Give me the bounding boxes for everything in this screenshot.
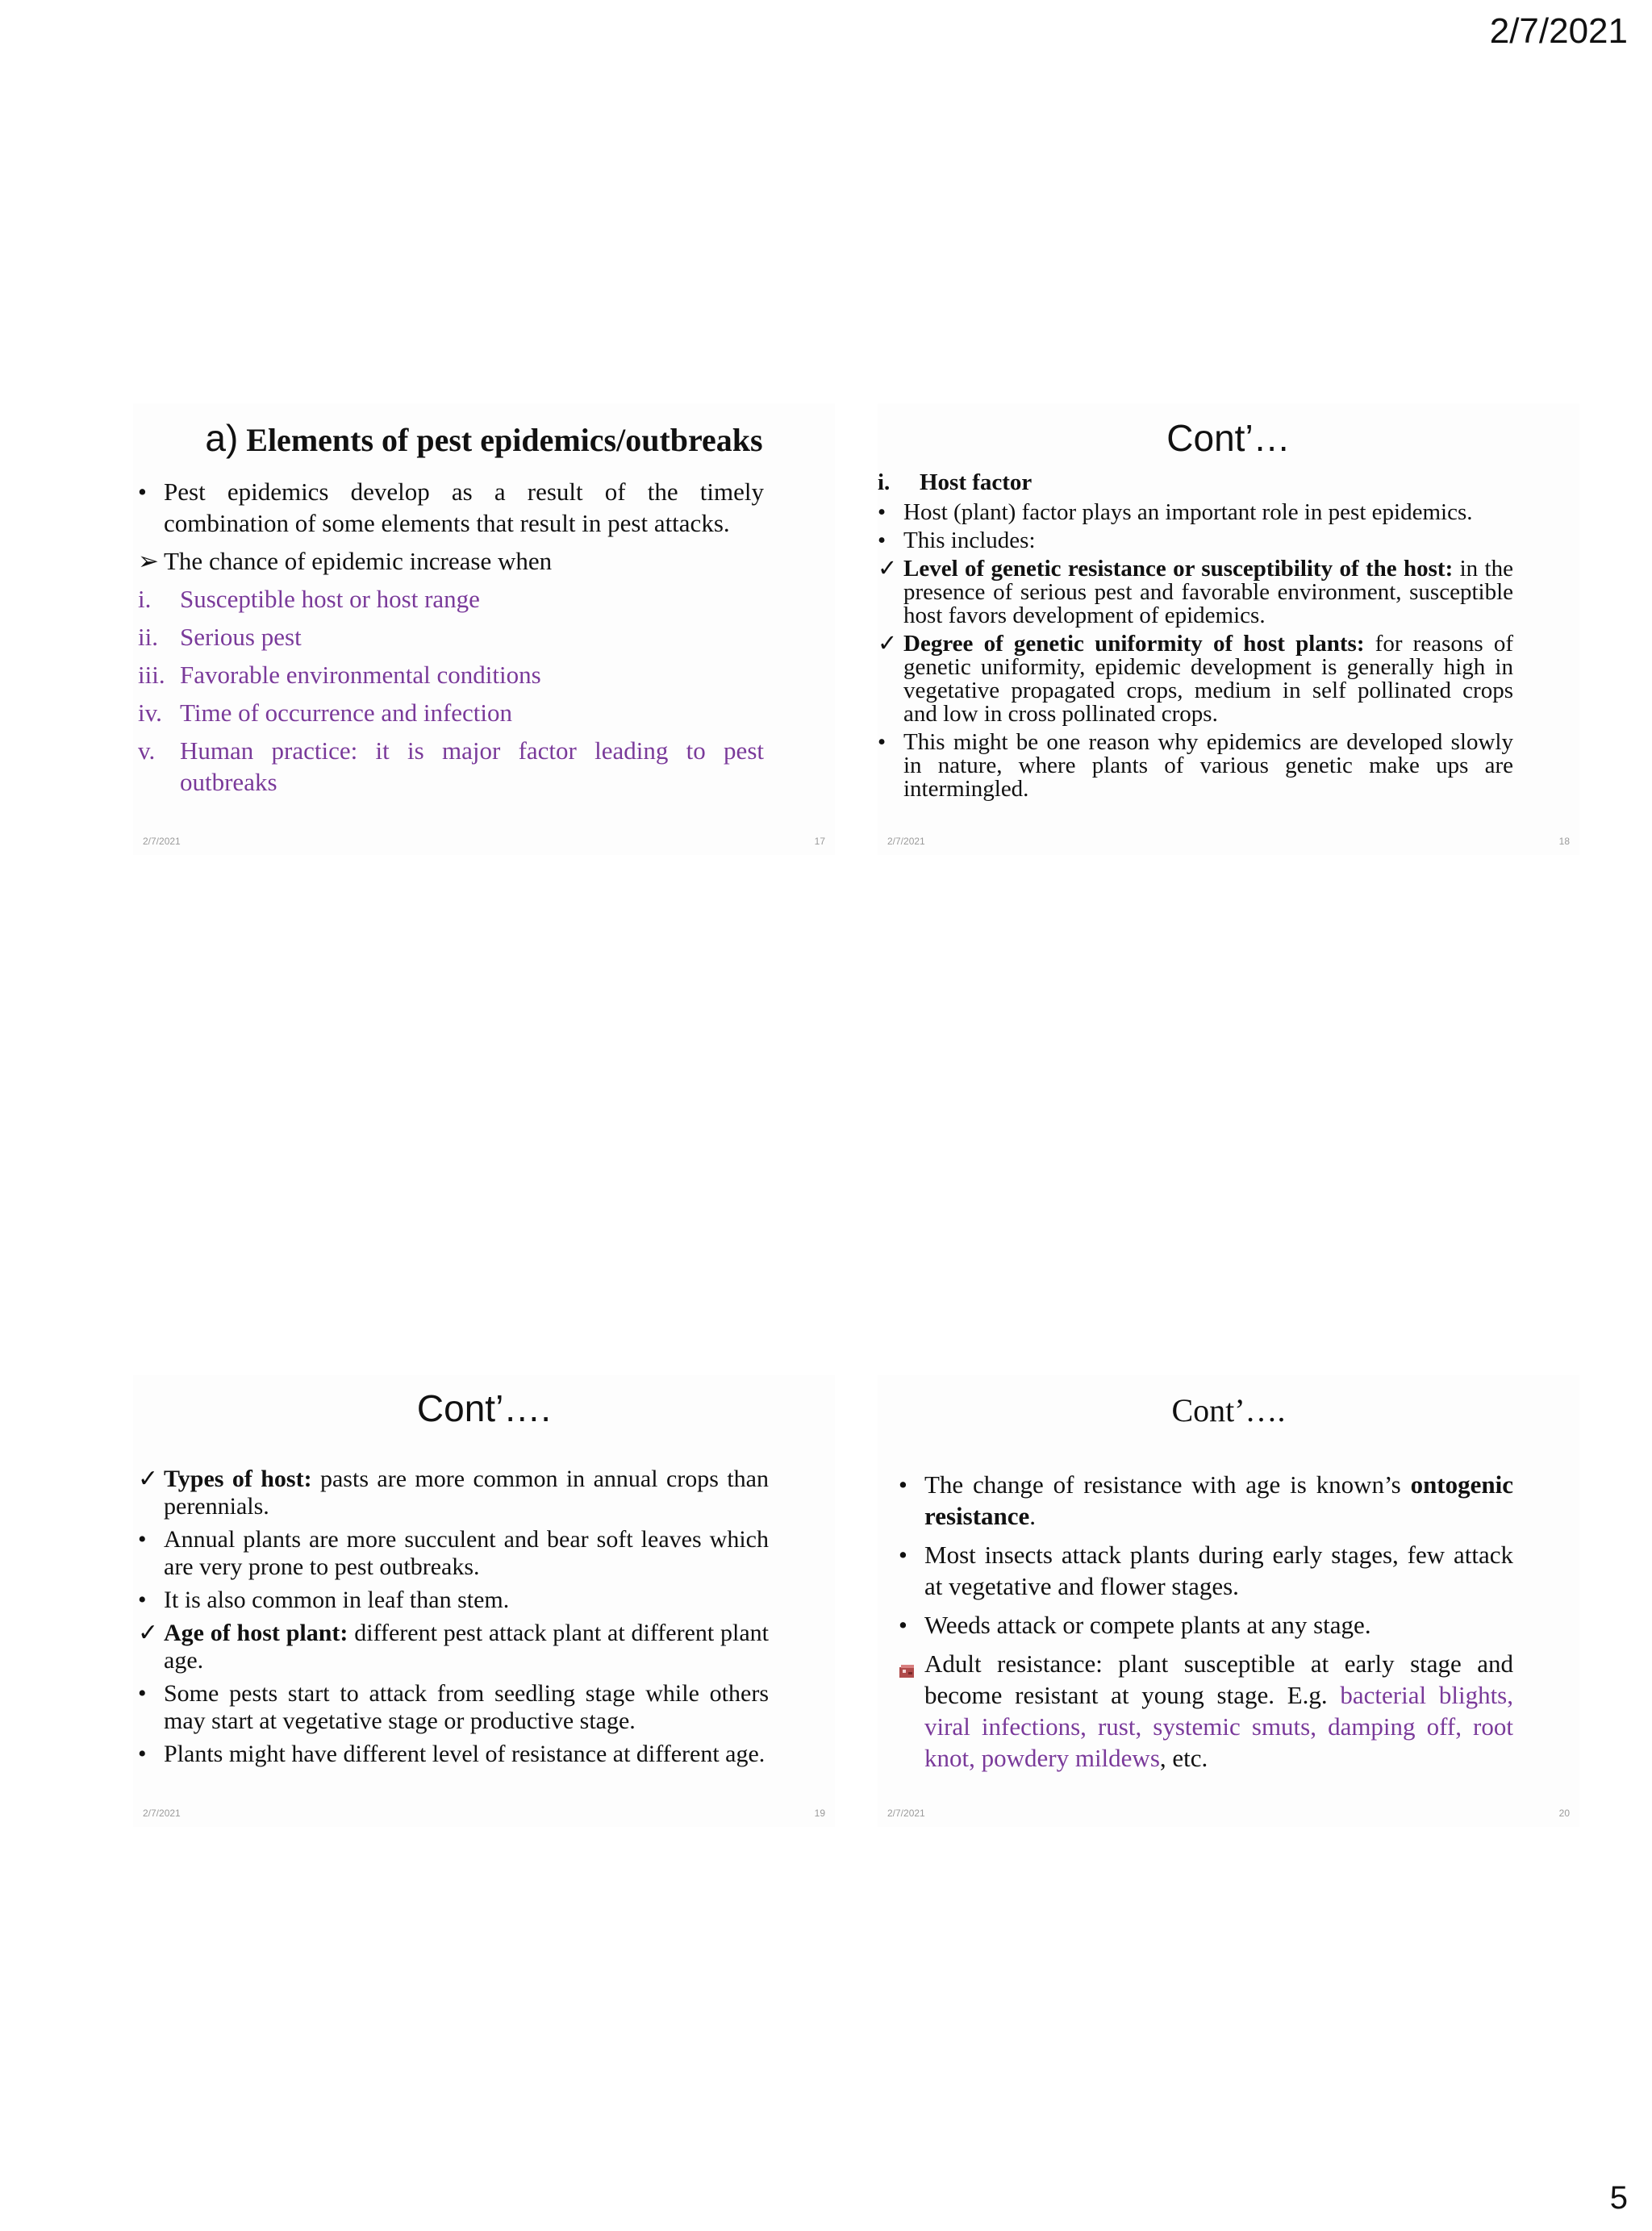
slide-title	[133, 416, 835, 460]
list-text: Susceptible host or host range	[180, 585, 480, 613]
item-detail: Adult resistance: plant susceptible at early stage and become resistant at young stage. E.g.	[924, 1649, 1513, 1709]
bullet-text: Annual plants are more succulent and bear soft leaves which are very prone to pest outbreaks.	[164, 1526, 769, 1580]
check-text	[903, 557, 1513, 628]
slide-body	[138, 476, 764, 798]
list-text: Favorable environmental conditions	[180, 661, 541, 689]
bullet-marker: •	[878, 729, 886, 755]
check-text	[903, 632, 1513, 726]
bullet-item	[878, 501, 1513, 524]
check-bold: Degree of genetic uniformity of host plants:	[903, 631, 1365, 657]
bullet-text: This includes:	[903, 528, 1036, 553]
footer-date: 2/7/2021	[143, 1808, 181, 1819]
bullet-text: This might be one reason why epidemics are developed slowly in nature, where plants of various genetic make ups are intermingled.	[903, 729, 1513, 802]
check-detail: for reasons of genetic uniformity, epidemic development is generally high in vegetative propagated crops, medium in self pollinated crops and low in cross pollinated crops.	[903, 631, 1513, 727]
check-text	[164, 1620, 769, 1674]
bullet-marker: •	[899, 1541, 907, 1569]
bullet-item	[899, 1469, 1513, 1532]
list-item	[138, 697, 764, 728]
list-num: ii.	[138, 623, 158, 651]
list-item	[138, 583, 764, 615]
picture-bullet-item	[899, 1648, 1513, 1774]
footer-page-number: 18	[1558, 836, 1570, 847]
arrow-text: The chance of epidemic increase when	[164, 547, 553, 575]
bullet-marker: •	[138, 1680, 147, 1707]
slide-19	[133, 1375, 835, 1827]
slide-18	[878, 403, 1579, 855]
bullet-marker: •	[878, 499, 886, 525]
title-text: Elements of pest epidemics/outbreaks	[246, 422, 763, 458]
check-icon: ✓	[878, 631, 898, 657]
bullet-item	[138, 1680, 769, 1735]
slide-body	[878, 471, 1513, 801]
footer-date: 2/7/2021	[143, 836, 181, 847]
item-end: , etc.	[1159, 1744, 1208, 1772]
heading-num: i.	[878, 469, 891, 495]
slide-20	[878, 1375, 1579, 1827]
footer-page-number: 17	[814, 836, 825, 847]
arrow-item	[138, 545, 764, 577]
bullet-text: Weeds attack or compete plants at any stage.	[924, 1611, 1371, 1639]
bullet-marker: •	[138, 1587, 147, 1613]
bullet-item	[878, 529, 1513, 553]
bullet-item	[899, 1539, 1513, 1602]
bullet-text: Most insects attack plants during early stages, few attack at vegetative and flower stages.	[924, 1541, 1513, 1600]
bullet-marker: •	[138, 1741, 147, 1767]
check-icon: ✓	[138, 1620, 159, 1646]
bullet-text: Some pests start to attack from seedling stage while others may start at vegetative stage or productive stage.	[164, 1680, 769, 1734]
bullet-marker: •	[138, 477, 147, 506]
check-item	[878, 557, 1513, 628]
footer-page-number: 20	[1558, 1808, 1570, 1819]
bullet-text: It is also common in leaf than stem.	[164, 1587, 510, 1613]
check-item	[878, 632, 1513, 726]
check-item	[138, 1466, 769, 1520]
list-num: v.	[138, 736, 156, 765]
list-text: Serious pest	[180, 623, 302, 651]
heading-text: Host factor	[920, 469, 1032, 495]
slide-17	[133, 403, 835, 855]
bullet-item	[138, 1526, 769, 1581]
picture-bullet-text	[924, 1648, 1513, 1774]
bullet-marker: •	[138, 1526, 147, 1553]
bullet-item	[138, 1587, 769, 1614]
section-heading	[878, 471, 1513, 494]
disease-examples: bacterial blights, viral infections, rust, systemic smuts, damping off, root knot, powdery mildews	[924, 1681, 1513, 1772]
list-item	[138, 659, 764, 690]
list-text: Time of occurrence and infection	[180, 698, 513, 727]
picture-bullet-icon	[899, 1648, 924, 1686]
bullet-text: Pest epidemics develop as a result of the timely combination of some elements that result in pest attacks.	[164, 477, 764, 537]
check-item	[138, 1620, 769, 1674]
bullet-item	[138, 476, 764, 539]
list-item	[138, 621, 764, 653]
page-date: 2/7/2021	[1489, 11, 1628, 51]
footer-date: 2/7/2021	[887, 1808, 925, 1819]
check-bold: Age of host plant:	[164, 1620, 348, 1646]
slide-body	[138, 1466, 769, 1768]
check-detail: pasts are more common in annual crops than perennials.	[164, 1466, 769, 1520]
bullet-marker: •	[899, 1470, 907, 1499]
arrow-marker: ➢	[138, 547, 159, 575]
bullet-item	[899, 1609, 1513, 1641]
bullet-item	[878, 731, 1513, 801]
list-text: Human practice: it is major factor leading to pest outbreaks	[180, 736, 764, 796]
list-num: iii.	[138, 661, 165, 689]
bullet-bold: ontogenic resistance	[924, 1470, 1513, 1530]
bullet-marker: •	[899, 1611, 907, 1639]
bullet-text: Plants might have different level of resistance at different age.	[164, 1741, 766, 1767]
check-detail: in the presence of serious pest and favorable environment, susceptible host favors development of epidemics.	[903, 556, 1513, 628]
slide-body	[899, 1469, 1513, 1774]
footer-date: 2/7/2021	[887, 836, 925, 847]
bullet-detail: The change of resistance with age is known’s	[924, 1470, 1411, 1499]
footer-page-number: 19	[814, 1808, 825, 1819]
check-bold: Level of genetic resistance or susceptibility of the host:	[903, 556, 1454, 582]
page-number: 5	[1609, 2180, 1628, 2216]
check-icon: ✓	[138, 1466, 159, 1492]
bullet-item	[138, 1741, 769, 1768]
bullet-text: Host (plant) factor plays an important role in pest epidemics.	[903, 499, 1473, 525]
check-text	[164, 1466, 769, 1520]
bullet-end: .	[1029, 1502, 1037, 1530]
slide-title: Cont’…	[1166, 417, 1291, 459]
slide-title: Cont’….	[416, 1387, 552, 1429]
list-item	[138, 735, 764, 798]
check-bold: Types of host:	[164, 1466, 312, 1492]
check-detail: different pest attack plant at different plant age.	[164, 1620, 769, 1674]
list-num: iv.	[138, 698, 162, 727]
list-num: i.	[138, 585, 152, 613]
check-icon: ✓	[878, 556, 898, 582]
title-prefix: a)	[205, 417, 239, 459]
bullet-text	[924, 1469, 1513, 1532]
bullet-marker: •	[878, 528, 886, 553]
slide-title: Cont’….	[1171, 1392, 1286, 1428]
